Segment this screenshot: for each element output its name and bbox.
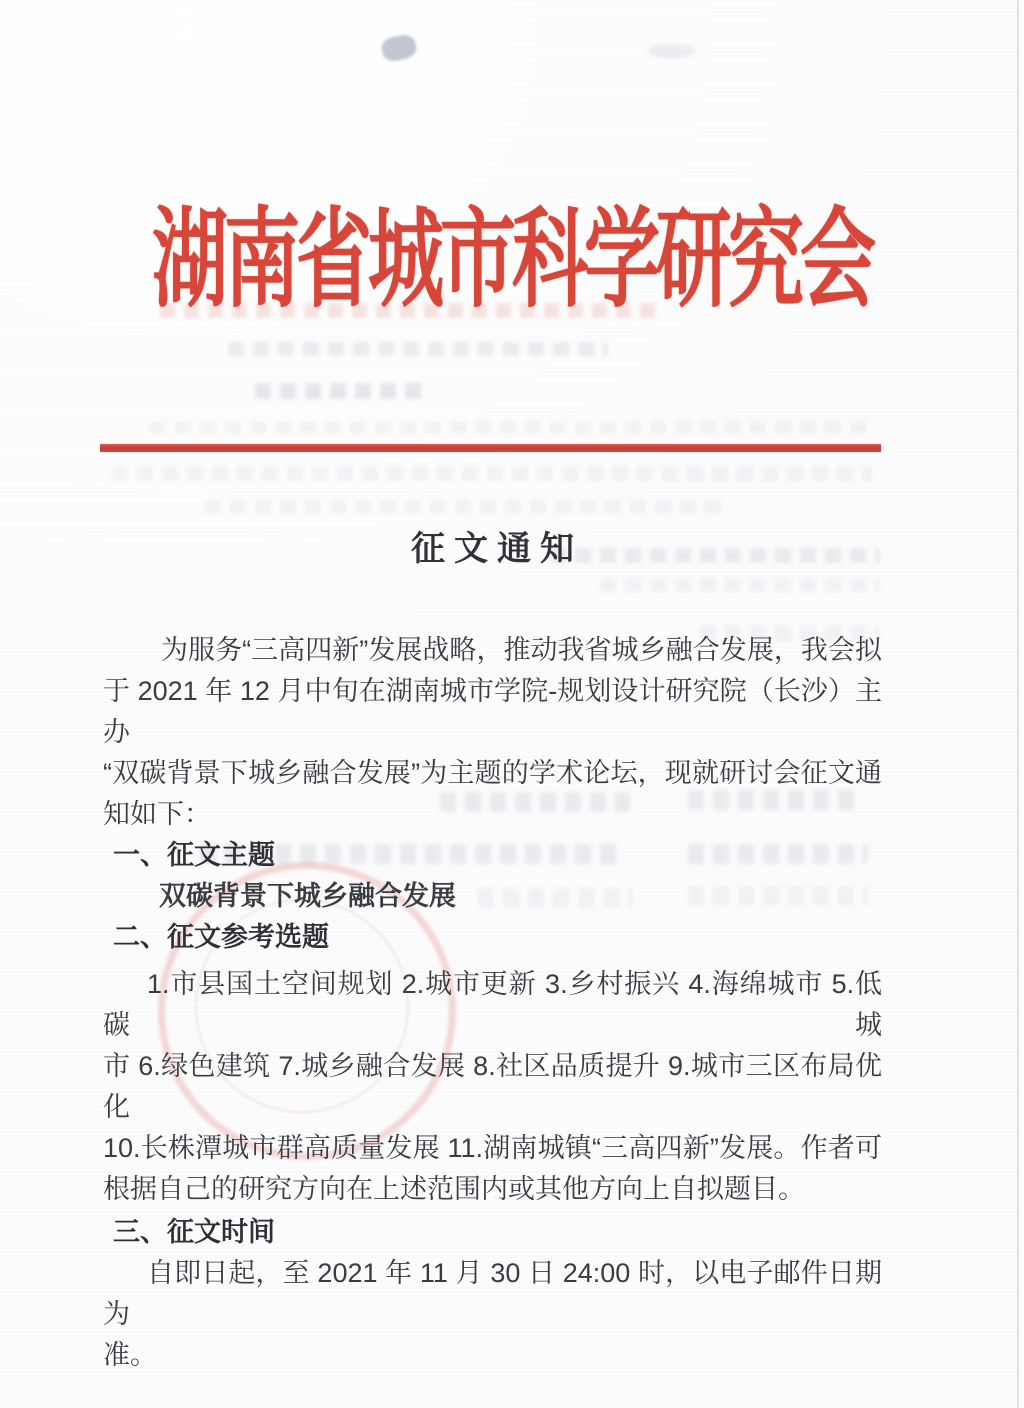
bleedthrough-smudge [150,421,870,434]
ink-smudge [648,44,694,58]
intro-line-3: “双碳背景下城乡融合发展”为主题的学术论坛，现就研讨会征文通 [103,758,882,788]
letterhead [0,201,1024,321]
deadline-line-2: 准。 [103,1340,157,1370]
topics-line-2: 市 6.绿色建筑 7.城乡融合发展 8.社区品质提升 9.城市三区布局优化 [103,1051,882,1122]
bleedthrough-smudge [205,500,725,514]
letterhead-divider-rule [100,444,881,452]
bleedthrough-smudge [600,578,880,592]
intro-line-1: 为服务“三高四新”发展战略，推动我省城乡融合发展，我会拟 [161,635,882,665]
section-2-heading: 二、征文参考选题 [113,922,329,952]
bleedthrough-smudge [255,383,425,399]
topics-line-4: 根据自己的研究方向在上述范围内或其他方向上自拟题目。 [103,1174,805,1204]
section-3-heading: 三、征文时间 [113,1217,275,1247]
bleedthrough-smudge [228,342,608,356]
ink-smudge [380,33,418,64]
deadline-line-1: 自即日起，至 2021 年 11 月 30 日 24:00 时，以电子邮件日期为 [103,1258,882,1329]
bleedthrough-smudge [112,466,872,481]
topics-line-3: 10.长株潭城市群高质量发展 11.湖南城镇“三高四新”发展。作者可 [103,1133,882,1163]
section-1-heading: 一、征文主题 [113,840,275,870]
topics-line-1: 1.市县国土空间规划 2.城市更新 3.乡村振兴 4.海绵城市 5.低碳城 [103,969,882,1040]
document-title: 征文通知 [411,530,583,568]
document-body [103,630,882,1376]
intro-line-2: 于 2021 年 12 月中旬在湖南城市学院-规划设计研究院（长沙）主办 [103,676,882,747]
section-1-theme: 双碳背景下城乡融合发展 [159,881,456,911]
letterhead-org-name: 湖南省城市科学研究会 [152,201,872,321]
intro-line-4: 知如下： [103,799,211,829]
